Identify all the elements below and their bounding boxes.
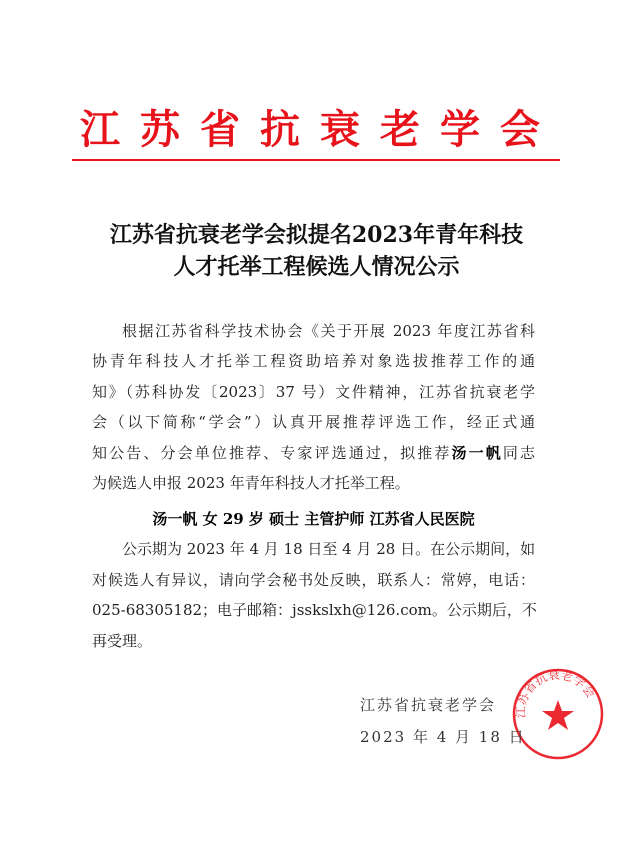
candidate-name: 汤一帆 [451, 444, 503, 462]
document-title-line1: 江苏省抗衰老学会拟提名2023年青年科技 [109, 222, 524, 248]
official-seal [512, 668, 604, 760]
body-line: 再受理。 [92, 632, 153, 650]
signature-org: 江苏省抗衰老学会 [360, 696, 497, 714]
body-line: 知》（苏科协发〔2023〕37 号）文件精神，江苏省抗衰老学 [92, 383, 535, 401]
document-title-line2: 人才托举工程候选人情况公示 [173, 254, 460, 280]
body-line: 根据江苏省科学技术协会《关于开展 2023 年度江苏省科 [122, 322, 535, 340]
signature-date: 2023 年 4 月 18 日 [360, 728, 526, 746]
body-line: 会（以下简称“学会”）认真开展推荐评选工作，经正式通 [92, 413, 535, 431]
seal-star-icon [542, 700, 574, 730]
body-text: 同志 [502, 444, 535, 462]
body-line: 公示期为 2023 年 4 月 18 日至 4 月 28 日。在公示期间，如 [122, 540, 536, 558]
letterhead-divider [72, 159, 560, 161]
body-text: 知公告、分会单位推荐、专家评选通过，拟推荐 [92, 444, 452, 462]
svg-text:江苏省抗衰老学会: 江苏省抗衰老学会 [513, 668, 598, 719]
body-line [92, 443, 535, 463]
org-letterhead: 江苏省抗衰老学会 [80, 106, 560, 153]
body-line: 025-68305182；电子邮箱：jssksl​xh@126.com。公示期后，不 [92, 601, 537, 619]
body-line: 为候选人申报 2023 年青年科技人才托举工程。 [92, 474, 410, 492]
candidate-info: 汤一帆 女 29 岁 硕士 主管护师 江苏省人民医院 [152, 510, 475, 528]
body-line: 对候选人有异议，请向学会秘书处反映，联系人：常婷，电话： [92, 571, 535, 589]
body-line: 协青年科技人才托举工程资助培养对象选拔推荐工作的通 [92, 352, 535, 370]
